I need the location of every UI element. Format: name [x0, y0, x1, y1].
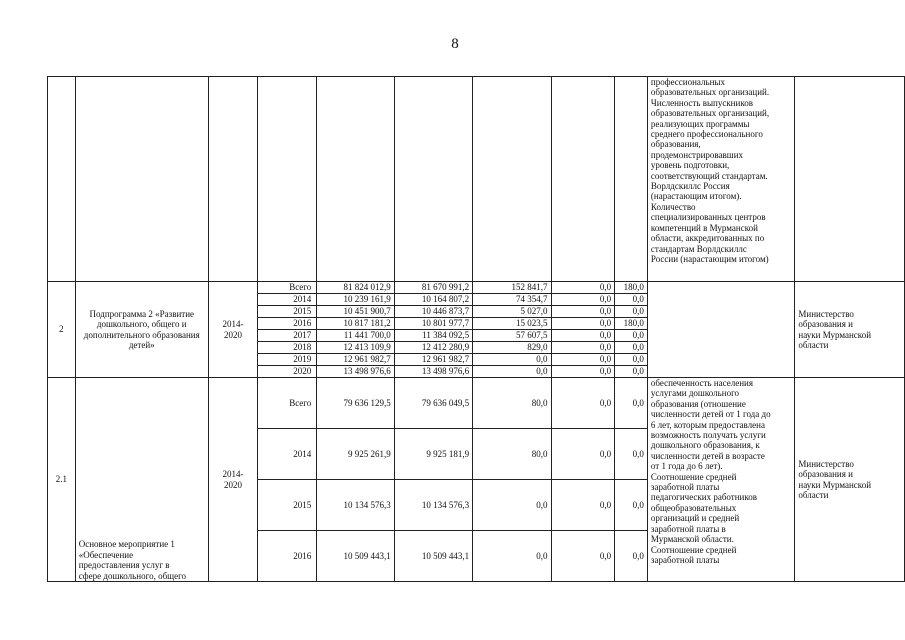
year-cell: Всего: [258, 282, 317, 294]
value-cell: 0,0: [473, 480, 551, 531]
year-cell: 2018: [258, 342, 317, 354]
value-cell: 79 636 129,5: [317, 378, 394, 429]
value-cell: 11 384 092,5: [394, 330, 472, 342]
value-cell: 0,0: [551, 366, 615, 378]
value-cell: 15 023,5: [473, 318, 551, 330]
year-cell: 2019: [258, 354, 317, 366]
value-cell: 9 925 261,9: [317, 429, 394, 480]
cell-empty: [208, 77, 257, 282]
value-cell: 81 670 991,2: [394, 282, 472, 294]
year-cell: 2014: [258, 429, 317, 480]
program-name: Подпрограмма 2 «Развитие дошкольного, общего и дополнительного образования детей»: [75, 282, 208, 378]
year-cell: 2014: [258, 294, 317, 306]
value-cell: 0,0: [615, 354, 648, 366]
value-cell: 11 441 700,0: [317, 330, 394, 342]
value-cell: 80,0: [473, 429, 551, 480]
value-cell: 0,0: [551, 429, 615, 480]
value-cell: 0,0: [551, 282, 615, 294]
cell-empty: [615, 77, 648, 282]
value-cell: 79 636 049,5: [394, 378, 472, 429]
year-cell: 2016: [258, 318, 317, 330]
value-cell: 12 412 280,9: [394, 342, 472, 354]
value-cell: 80,0: [473, 378, 551, 429]
value-cell: 12 413 109,9: [317, 342, 394, 354]
cell-empty: [317, 77, 394, 282]
value-cell: 12 961 982,7: [317, 354, 394, 366]
value-cell: 0,0: [551, 480, 615, 531]
value-cell: 57 607,5: [473, 330, 551, 342]
cell-empty: [394, 77, 472, 282]
value-cell: 180,0: [615, 282, 648, 294]
value-cell: 10 801 977,7: [394, 318, 472, 330]
value-cell: 81 824 012,9: [317, 282, 394, 294]
cell-empty: [473, 77, 551, 282]
period: 2014- 2020: [208, 378, 257, 582]
value-cell: 0,0: [615, 306, 648, 318]
value-cell: 0,0: [551, 342, 615, 354]
value-cell: 829,0: [473, 342, 551, 354]
value-cell: 74 354,7: [473, 294, 551, 306]
year-cell: 2015: [258, 480, 317, 531]
value-cell: 0,0: [615, 366, 648, 378]
value-cell: 10 817 181,2: [317, 318, 394, 330]
value-cell: 0,0: [615, 294, 648, 306]
budget-table: [47, 76, 905, 582]
period: 2014- 2020: [208, 282, 257, 378]
value-cell: 0,0: [551, 378, 615, 429]
value-cell: 152 841,7: [473, 282, 551, 294]
value-cell: 0,0: [473, 531, 551, 582]
value-cell: 0,0: [615, 480, 648, 531]
value-cell: 0,0: [615, 378, 648, 429]
value-cell: 12 961 982,7: [394, 354, 472, 366]
indicator-text: профессиональных образовательных организаций. Численность выпускников образовательных организаций, реализующих программы среднего профессионального образования, продемонстрировавших уровень подготовки, соответствующий стандартам. Ворлдскиллс Россия (нарастающим итогом). Количество специализированных центров компетенций в Мурманской области, аккредитованных по стандартам Ворлдскиллс России (нарастающим итогом): [647, 77, 794, 282]
year-cell: Всего: [258, 378, 317, 429]
page-number: 8: [451, 36, 459, 52]
value-cell: 0,0: [551, 531, 615, 582]
year-cell: 2017: [258, 330, 317, 342]
value-cell: 13 498 976,6: [394, 366, 472, 378]
value-cell: 5 027,0: [473, 306, 551, 318]
table-row: [48, 282, 905, 294]
value-cell: 0,0: [615, 531, 648, 582]
value-cell: 0,0: [551, 354, 615, 366]
value-cell: 10 134 576,3: [317, 480, 394, 531]
value-cell: 0,0: [551, 306, 615, 318]
cell-empty: [75, 77, 208, 282]
row-number: 2: [48, 282, 76, 378]
value-cell: 10 134 576,3: [394, 480, 472, 531]
cell-empty: [258, 77, 317, 282]
value-cell: 10 509 443,1: [317, 531, 394, 582]
value-cell: 0,0: [551, 330, 615, 342]
executor: Министерство образования и науки Мурманской области: [795, 282, 905, 378]
executor: Министерство образования и науки Мурманской области: [795, 378, 905, 582]
value-cell: 10 239 161,9: [317, 294, 394, 306]
value-cell: 0,0: [615, 429, 648, 480]
year-cell: 2015: [258, 306, 317, 318]
cell-empty: [48, 77, 76, 282]
value-cell: 10 509 443,1: [394, 531, 472, 582]
year-cell: 2020: [258, 366, 317, 378]
value-cell: 13 498 976,6: [317, 366, 394, 378]
value-cell: 10 451 900,7: [317, 306, 394, 318]
value-cell: 10 164 807,2: [394, 294, 472, 306]
value-cell: 0,0: [473, 366, 551, 378]
value-cell: 9 925 181,9: [394, 429, 472, 480]
value-cell: 0,0: [551, 318, 615, 330]
table-row: [48, 378, 905, 429]
value-cell: 0,0: [551, 294, 615, 306]
table-row: [48, 77, 905, 282]
value-cell: 180,0: [615, 318, 648, 330]
cell-empty: [795, 77, 905, 282]
cell-empty: [647, 282, 794, 378]
indicator-text: обеспеченность населения услугами дошкольного образования (отношение численности детей от 1 года до 6 лет, которым предоставлена возможность получать услуги дошкольного образования, к численности детей в возрасте от 1 года до 6 лет). Соотношение средней заработной платы педагогических работников общеобразовательных организаций и средней заработной платы в Мурманской области. Соотношение средней заработной платы: [647, 378, 794, 582]
value-cell: 10 446 873,7: [394, 306, 472, 318]
value-cell: 0,0: [615, 342, 648, 354]
value-cell: 0,0: [615, 330, 648, 342]
measure-name: Основное мероприятие 1 «Обеспечение предоставления услуг в сфере дошкольного, общего: [75, 378, 208, 582]
value-cell: 0,0: [473, 354, 551, 366]
row-number: 2.1: [48, 378, 76, 582]
year-cell: 2016: [258, 531, 317, 582]
cell-empty: [551, 77, 615, 282]
